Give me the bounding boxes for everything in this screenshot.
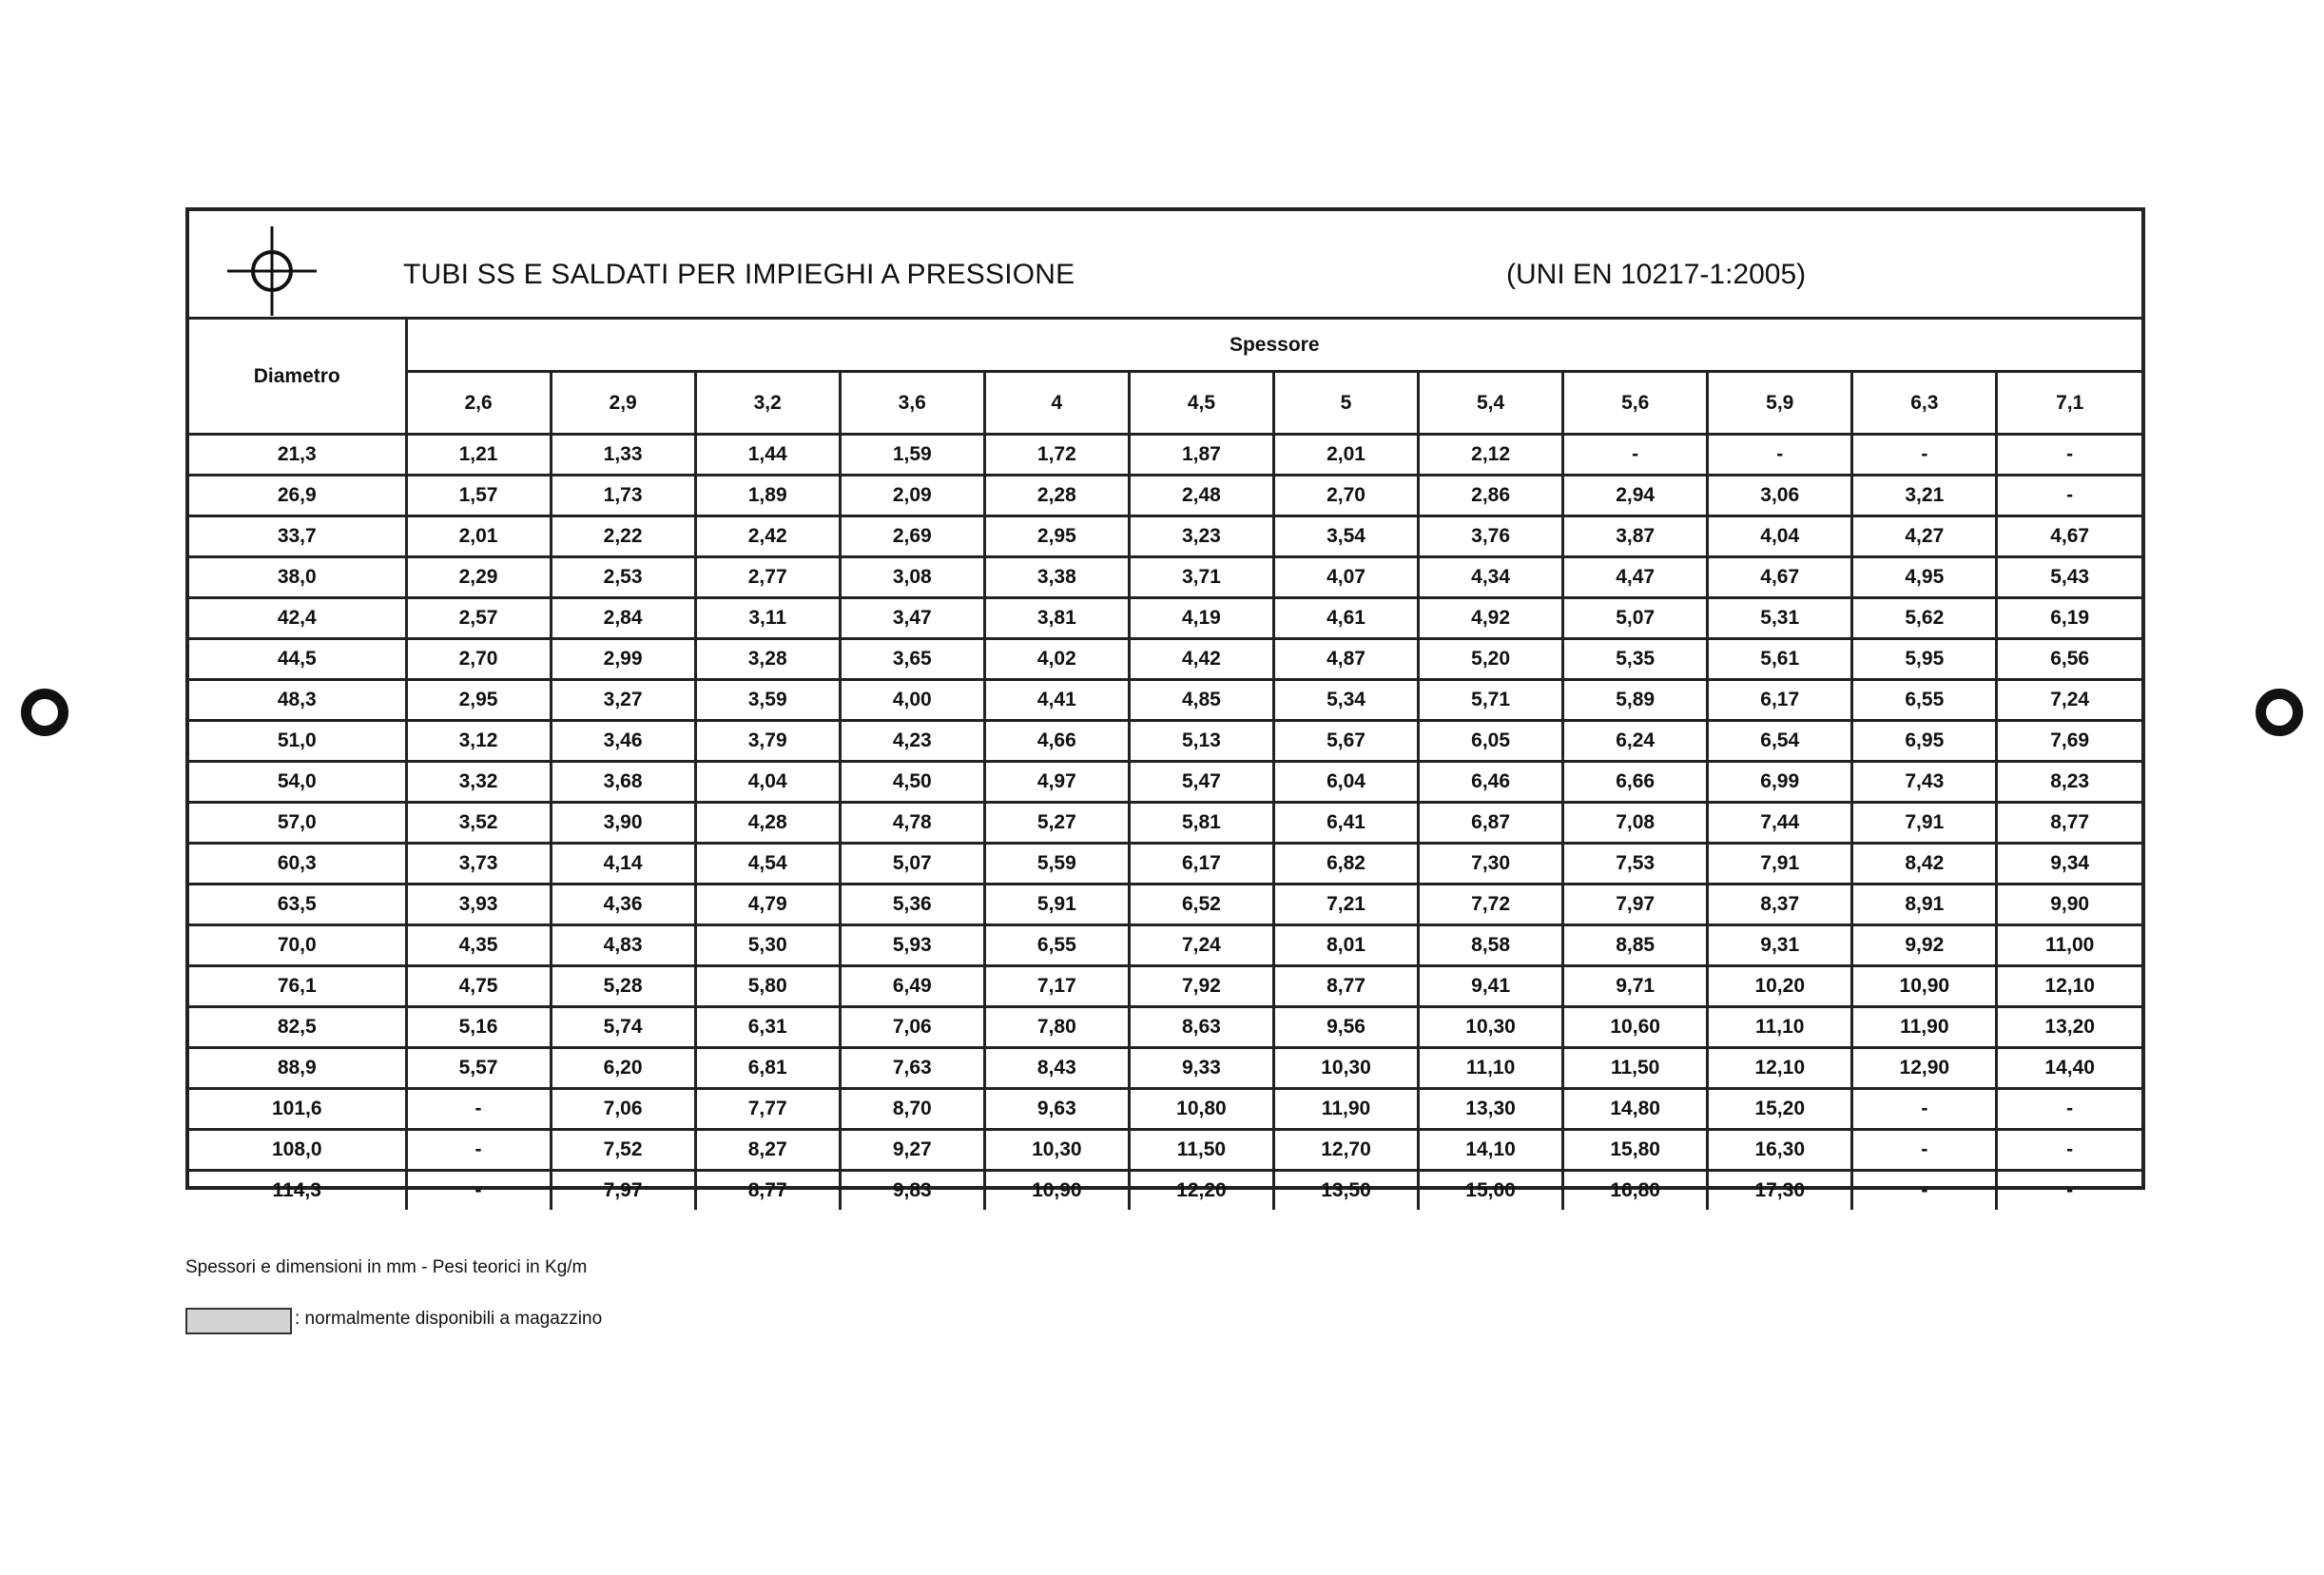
weight-cell: 10,60 <box>1563 1007 1708 1048</box>
weight-cell: 2,95 <box>406 680 551 721</box>
weight-cell: 4,23 <box>840 721 984 762</box>
weight-cell: 7,24 <box>1129 925 1273 966</box>
datasheet-frame <box>185 207 2145 1201</box>
weight-cell: 15,00 <box>1419 1171 1563 1211</box>
weight-cell: 3,32 <box>406 762 551 803</box>
weight-cell: 5,31 <box>1708 598 1852 639</box>
weight-table <box>189 320 2141 1210</box>
weight-cell: 4,83 <box>551 925 695 966</box>
weight-cell: 5,91 <box>984 885 1129 925</box>
weight-cell: 3,76 <box>1419 516 1563 557</box>
weight-cell: 8,37 <box>1708 885 1852 925</box>
weight-cell: 4,41 <box>984 680 1129 721</box>
weight-cell: 2,12 <box>1419 435 1563 476</box>
weight-cell: 3,12 <box>406 721 551 762</box>
weight-cell: 3,28 <box>695 639 840 680</box>
thickness-values-row <box>189 372 2141 435</box>
weight-cell: 6,49 <box>840 966 984 1007</box>
table-row <box>189 435 2141 476</box>
weight-cell: 3,47 <box>840 598 984 639</box>
weight-cell: 2,95 <box>984 516 1129 557</box>
weight-cell: 6,55 <box>1852 680 1997 721</box>
weight-cell: 5,80 <box>695 966 840 1007</box>
weight-cell: 4,36 <box>551 885 695 925</box>
diameter-cell: 70,0 <box>189 925 406 966</box>
weight-cell: 3,23 <box>1129 516 1273 557</box>
weight-cell: 8,63 <box>1129 1007 1273 1048</box>
weight-cell: 14,80 <box>1563 1089 1708 1130</box>
weight-cell: 8,70 <box>840 1089 984 1130</box>
weight-cell: 4,54 <box>695 844 840 885</box>
weight-cell: 3,68 <box>551 762 695 803</box>
weight-cell: 1,89 <box>695 476 840 516</box>
weight-cell: 13,20 <box>1997 1007 2141 1048</box>
diameter-cell: 33,7 <box>189 516 406 557</box>
weight-cell: 10,30 <box>1273 1048 1418 1089</box>
thickness-header-cell: 5,4 <box>1419 372 1563 435</box>
legend-swatch <box>185 1308 292 1334</box>
weight-cell: 7,77 <box>695 1089 840 1130</box>
weight-cell: 7,44 <box>1708 803 1852 844</box>
weight-cell: 5,16 <box>406 1007 551 1048</box>
weight-cell: 6,17 <box>1708 680 1852 721</box>
weight-cell: 4,07 <box>1273 557 1418 598</box>
weight-cell: 8,58 <box>1419 925 1563 966</box>
weight-cell: 5,28 <box>551 966 695 1007</box>
weight-cell: 3,08 <box>840 557 984 598</box>
weight-cell: - <box>1997 435 2141 476</box>
table-row <box>189 516 2141 557</box>
weight-cell: 4,27 <box>1852 516 1997 557</box>
crosshair-icon <box>227 226 317 316</box>
table-row <box>189 1048 2141 1089</box>
weight-cell: 7,06 <box>840 1007 984 1048</box>
thickness-header-cell: 5 <box>1273 372 1418 435</box>
diameter-cell: 101,6 <box>189 1089 406 1130</box>
weight-cell: 1,21 <box>406 435 551 476</box>
weight-cell: 6,54 <box>1708 721 1852 762</box>
legend-text: : normalmente disponibili a magazzino <box>295 1309 603 1329</box>
thickness-header-cell: 4 <box>984 372 1129 435</box>
diameter-cell: 38,0 <box>189 557 406 598</box>
weight-cell: 9,56 <box>1273 1007 1418 1048</box>
weight-cell: 1,87 <box>1129 435 1273 476</box>
weight-cell: 2,01 <box>1273 435 1418 476</box>
weight-cell: 5,13 <box>1129 721 1273 762</box>
thickness-header-cell: 6,3 <box>1852 372 1997 435</box>
table-row <box>189 1171 2141 1211</box>
table-body <box>189 435 2141 1211</box>
weight-cell: 5,36 <box>840 885 984 925</box>
weight-cell: 3,65 <box>840 639 984 680</box>
standard-reference: (UNI EN 10217-1:2005) <box>1506 259 1807 290</box>
weight-cell: 15,20 <box>1708 1089 1852 1130</box>
weight-cell: 6,56 <box>1997 639 2141 680</box>
thickness-header-cell: 2,9 <box>551 372 695 435</box>
table-row <box>189 885 2141 925</box>
weight-cell: 5,35 <box>1563 639 1708 680</box>
diameter-cell: 60,3 <box>189 844 406 885</box>
weight-cell: 6,66 <box>1563 762 1708 803</box>
weight-cell: 9,31 <box>1708 925 1852 966</box>
weight-cell: 9,71 <box>1563 966 1708 1007</box>
weight-cell: 2,77 <box>695 557 840 598</box>
table-row <box>189 680 2141 721</box>
weight-cell: 11,00 <box>1997 925 2141 966</box>
weight-cell: 4,42 <box>1129 639 1273 680</box>
diameter-cell: 26,9 <box>189 476 406 516</box>
weight-cell: 10,30 <box>1419 1007 1563 1048</box>
weight-cell: 6,87 <box>1419 803 1563 844</box>
weight-cell: 12,20 <box>1129 1171 1273 1211</box>
weight-cell: 6,99 <box>1708 762 1852 803</box>
weight-cell: 3,90 <box>551 803 695 844</box>
weight-cell: 15,80 <box>1563 1130 1708 1171</box>
weight-cell: 4,34 <box>1419 557 1563 598</box>
weight-cell: 5,95 <box>1852 639 1997 680</box>
diameter-cell: 44,5 <box>189 639 406 680</box>
weight-cell: 14,10 <box>1419 1130 1563 1171</box>
weight-cell: 4,79 <box>695 885 840 925</box>
weight-cell: 5,57 <box>406 1048 551 1089</box>
weight-cell: 3,71 <box>1129 557 1273 598</box>
weight-cell: 11,50 <box>1563 1048 1708 1089</box>
weight-cell: 1,33 <box>551 435 695 476</box>
weight-cell: - <box>1997 476 2141 516</box>
weight-cell: 6,95 <box>1852 721 1997 762</box>
weight-cell: 4,67 <box>1708 557 1852 598</box>
weight-cell: 9,63 <box>984 1089 1129 1130</box>
weight-cell: 5,34 <box>1273 680 1418 721</box>
weight-cell: 7,52 <box>551 1130 695 1171</box>
weight-cell: 4,35 <box>406 925 551 966</box>
weight-cell: 2,99 <box>551 639 695 680</box>
weight-cell: 8,77 <box>695 1171 840 1211</box>
weight-cell: 3,81 <box>984 598 1129 639</box>
weight-cell: 12,90 <box>1852 1048 1997 1089</box>
weight-cell: 2,53 <box>551 557 695 598</box>
weight-cell: 4,28 <box>695 803 840 844</box>
weight-cell: 4,95 <box>1852 557 1997 598</box>
weight-cell: 4,85 <box>1129 680 1273 721</box>
weight-cell: 4,61 <box>1273 598 1418 639</box>
weight-cell: 4,00 <box>840 680 984 721</box>
weight-cell: 5,30 <box>695 925 840 966</box>
weight-cell: 6,04 <box>1273 762 1418 803</box>
diameter-cell: 108,0 <box>189 1130 406 1171</box>
weight-cell: 7,43 <box>1852 762 1997 803</box>
weight-cell: 5,89 <box>1563 680 1708 721</box>
weight-cell: 5,61 <box>1708 639 1852 680</box>
weight-cell: 3,38 <box>984 557 1129 598</box>
diameter-cell: 54,0 <box>189 762 406 803</box>
weight-cell: 7,72 <box>1419 885 1563 925</box>
weight-cell: 7,53 <box>1563 844 1708 885</box>
weight-cell: 1,59 <box>840 435 984 476</box>
weight-cell: 3,59 <box>695 680 840 721</box>
weight-cell: 6,24 <box>1563 721 1708 762</box>
weight-cell: 2,57 <box>406 598 551 639</box>
table-header-row <box>189 320 2141 372</box>
weight-cell: 6,41 <box>1273 803 1418 844</box>
weight-cell: 5,43 <box>1997 557 2141 598</box>
weight-cell: 2,70 <box>406 639 551 680</box>
weight-cell: 8,85 <box>1563 925 1708 966</box>
weight-cell: 4,67 <box>1997 516 2141 557</box>
weight-cell: 7,69 <box>1997 721 2141 762</box>
weight-cell: 5,62 <box>1852 598 1997 639</box>
units-note: Spessori e dimensioni in mm - Pesi teorici in Kg/m <box>185 1257 588 1277</box>
weight-cell: 3,54 <box>1273 516 1418 557</box>
weight-cell: - <box>1997 1089 2141 1130</box>
diameter-header: Diametro <box>189 320 406 435</box>
thickness-header-cell: 4,5 <box>1129 372 1273 435</box>
diameter-cell: 63,5 <box>189 885 406 925</box>
weight-cell: 1,73 <box>551 476 695 516</box>
weight-cell: 8,01 <box>1273 925 1418 966</box>
thickness-header: Spessore <box>406 320 2141 372</box>
thickness-header-cell: 7,1 <box>1997 372 2141 435</box>
weight-cell: 2,01 <box>406 516 551 557</box>
weight-cell: 8,42 <box>1852 844 1997 885</box>
weight-cell: 7,92 <box>1129 966 1273 1007</box>
weight-cell: 6,05 <box>1419 721 1563 762</box>
weight-cell: 3,27 <box>551 680 695 721</box>
table-row <box>189 598 2141 639</box>
diameter-cell: 114,3 <box>189 1171 406 1211</box>
table-row <box>189 1089 2141 1130</box>
table-row <box>189 966 2141 1007</box>
weight-cell: 2,48 <box>1129 476 1273 516</box>
weight-cell: 11,90 <box>1273 1089 1418 1130</box>
weight-cell: 2,86 <box>1419 476 1563 516</box>
weight-cell: 17,30 <box>1708 1171 1852 1211</box>
weight-cell: 3,06 <box>1708 476 1852 516</box>
weight-cell: 6,46 <box>1419 762 1563 803</box>
thickness-header-cell: 5,6 <box>1563 372 1708 435</box>
weight-cell: 6,55 <box>984 925 1129 966</box>
weight-cell: 4,75 <box>406 966 551 1007</box>
diameter-cell: 88,9 <box>189 1048 406 1089</box>
weight-cell: 7,08 <box>1563 803 1708 844</box>
weight-cell: 1,57 <box>406 476 551 516</box>
weight-cell: 7,91 <box>1852 803 1997 844</box>
diameter-cell: 42,4 <box>189 598 406 639</box>
weight-cell: 8,23 <box>1997 762 2141 803</box>
weight-cell: 5,07 <box>840 844 984 885</box>
weight-cell: 11,90 <box>1852 1007 1997 1048</box>
weight-cell: 5,93 <box>840 925 984 966</box>
weight-cell: 3,21 <box>1852 476 1997 516</box>
weight-cell: 1,72 <box>984 435 1129 476</box>
weight-cell: - <box>1852 1171 1997 1211</box>
weight-cell: 8,43 <box>984 1048 1129 1089</box>
weight-cell: 7,91 <box>1708 844 1852 885</box>
weight-cell: 5,71 <box>1419 680 1563 721</box>
weight-cell: 2,22 <box>551 516 695 557</box>
diameter-cell: 21,3 <box>189 435 406 476</box>
table-row <box>189 557 2141 598</box>
weight-cell: 2,29 <box>406 557 551 598</box>
weight-cell: 9,27 <box>840 1130 984 1171</box>
weight-cell: - <box>406 1171 551 1211</box>
weight-cell: 6,52 <box>1129 885 1273 925</box>
weight-cell: 3,79 <box>695 721 840 762</box>
weight-cell: 2,28 <box>984 476 1129 516</box>
weight-cell: 10,90 <box>984 1171 1129 1211</box>
weight-cell: 5,81 <box>1129 803 1273 844</box>
weight-cell: 2,69 <box>840 516 984 557</box>
table-row <box>189 925 2141 966</box>
weight-cell: 8,77 <box>1273 966 1418 1007</box>
table-row <box>189 803 2141 844</box>
weight-cell: 10,30 <box>984 1130 1129 1171</box>
weight-cell: 3,11 <box>695 598 840 639</box>
weight-cell: 9,41 <box>1419 966 1563 1007</box>
weight-cell: 6,81 <box>695 1048 840 1089</box>
weight-cell: 16,30 <box>1708 1130 1852 1171</box>
weight-cell: 12,10 <box>1997 966 2141 1007</box>
weight-cell: 3,93 <box>406 885 551 925</box>
weight-cell: - <box>1997 1130 2141 1171</box>
weight-cell: 8,77 <box>1997 803 2141 844</box>
weight-cell: 4,19 <box>1129 598 1273 639</box>
weight-cell: 6,82 <box>1273 844 1418 885</box>
weight-cell: 8,27 <box>695 1130 840 1171</box>
weight-cell: 6,20 <box>551 1048 695 1089</box>
diameter-cell: 48,3 <box>189 680 406 721</box>
weight-cell: 4,66 <box>984 721 1129 762</box>
table-row <box>189 844 2141 885</box>
table-row <box>189 762 2141 803</box>
weight-cell: 7,97 <box>1563 885 1708 925</box>
weight-cell: 3,52 <box>406 803 551 844</box>
weight-cell: 9,83 <box>840 1171 984 1211</box>
weight-cell: - <box>406 1089 551 1130</box>
weight-cell: 7,97 <box>551 1171 695 1211</box>
weight-cell: 5,47 <box>1129 762 1273 803</box>
weight-cell: 9,90 <box>1997 885 2141 925</box>
weight-cell: 3,73 <box>406 844 551 885</box>
table-row <box>189 476 2141 516</box>
weight-cell: 11,10 <box>1419 1048 1563 1089</box>
weight-cell: 1,44 <box>695 435 840 476</box>
weight-cell: 10,80 <box>1129 1089 1273 1130</box>
table-row <box>189 1130 2141 1171</box>
weight-cell: 4,87 <box>1273 639 1418 680</box>
diameter-cell: 57,0 <box>189 803 406 844</box>
diameter-cell: 51,0 <box>189 721 406 762</box>
weight-cell: 2,94 <box>1563 476 1708 516</box>
weight-cell: 7,80 <box>984 1007 1129 1048</box>
weight-cell: - <box>1997 1171 2141 1211</box>
title-row <box>189 211 2141 320</box>
thickness-header-cell: 3,2 <box>695 372 840 435</box>
weight-cell: 4,04 <box>695 762 840 803</box>
weight-cell: 14,40 <box>1997 1048 2141 1089</box>
weight-cell: - <box>1852 435 1997 476</box>
weight-cell: 4,04 <box>1708 516 1852 557</box>
weight-cell: 16,80 <box>1563 1171 1708 1211</box>
weight-cell: 12,70 <box>1273 1130 1418 1171</box>
weight-cell: 7,06 <box>551 1089 695 1130</box>
table-row <box>189 721 2141 762</box>
weight-cell: 6,17 <box>1129 844 1273 885</box>
binder-hole-left-icon <box>21 689 68 736</box>
weight-cell: 4,47 <box>1563 557 1708 598</box>
weight-cell: - <box>1852 1089 1997 1130</box>
weight-cell: 7,30 <box>1419 844 1563 885</box>
thickness-header-cell: 3,6 <box>840 372 984 435</box>
weight-cell: 7,17 <box>984 966 1129 1007</box>
weight-cell: - <box>406 1130 551 1171</box>
weight-cell: 7,21 <box>1273 885 1418 925</box>
weight-cell: 2,09 <box>840 476 984 516</box>
weight-cell: 6,19 <box>1997 598 2141 639</box>
weight-cell: 13,50 <box>1273 1171 1418 1211</box>
weight-cell: 5,27 <box>984 803 1129 844</box>
weight-cell: 2,70 <box>1273 476 1418 516</box>
weight-cell: 4,50 <box>840 762 984 803</box>
weight-cell: 9,33 <box>1129 1048 1273 1089</box>
weight-cell: 5,59 <box>984 844 1129 885</box>
weight-cell: - <box>1563 435 1708 476</box>
diameter-cell: 82,5 <box>189 1007 406 1048</box>
weight-cell: 11,10 <box>1708 1007 1852 1048</box>
weight-cell: 11,50 <box>1129 1130 1273 1171</box>
weight-cell: 8,91 <box>1852 885 1997 925</box>
weight-cell: - <box>1852 1130 1997 1171</box>
page-title: TUBI SS E SALDATI PER IMPIEGHI A PRESSIONE <box>403 259 1075 290</box>
weight-cell: 10,20 <box>1708 966 1852 1007</box>
weight-cell: 3,46 <box>551 721 695 762</box>
weight-cell: 2,42 <box>695 516 840 557</box>
weight-cell: 3,87 <box>1563 516 1708 557</box>
weight-cell: 4,92 <box>1419 598 1563 639</box>
weight-cell: 2,84 <box>551 598 695 639</box>
weight-cell: 5,07 <box>1563 598 1708 639</box>
weight-cell: 4,97 <box>984 762 1129 803</box>
weight-cell: 5,20 <box>1419 639 1563 680</box>
weight-cell: 4,02 <box>984 639 1129 680</box>
table-row <box>189 1007 2141 1048</box>
weight-cell: 7,24 <box>1997 680 2141 721</box>
weight-cell: 9,34 <box>1997 844 2141 885</box>
weight-cell: 4,14 <box>551 844 695 885</box>
weight-cell: 12,10 <box>1708 1048 1852 1089</box>
weight-cell: 7,63 <box>840 1048 984 1089</box>
weight-cell: 5,74 <box>551 1007 695 1048</box>
binder-hole-right-icon <box>2256 689 2303 736</box>
weight-cell: 9,92 <box>1852 925 1997 966</box>
thickness-header-cell: 5,9 <box>1708 372 1852 435</box>
table-row <box>189 639 2141 680</box>
thickness-header-cell: 2,6 <box>406 372 551 435</box>
weight-cell: 6,31 <box>695 1007 840 1048</box>
weight-cell: 10,90 <box>1852 966 1997 1007</box>
weight-cell: 5,67 <box>1273 721 1418 762</box>
weight-cell: - <box>1708 435 1852 476</box>
weight-cell: 4,78 <box>840 803 984 844</box>
diameter-cell: 76,1 <box>189 966 406 1007</box>
weight-cell: 13,30 <box>1419 1089 1563 1130</box>
